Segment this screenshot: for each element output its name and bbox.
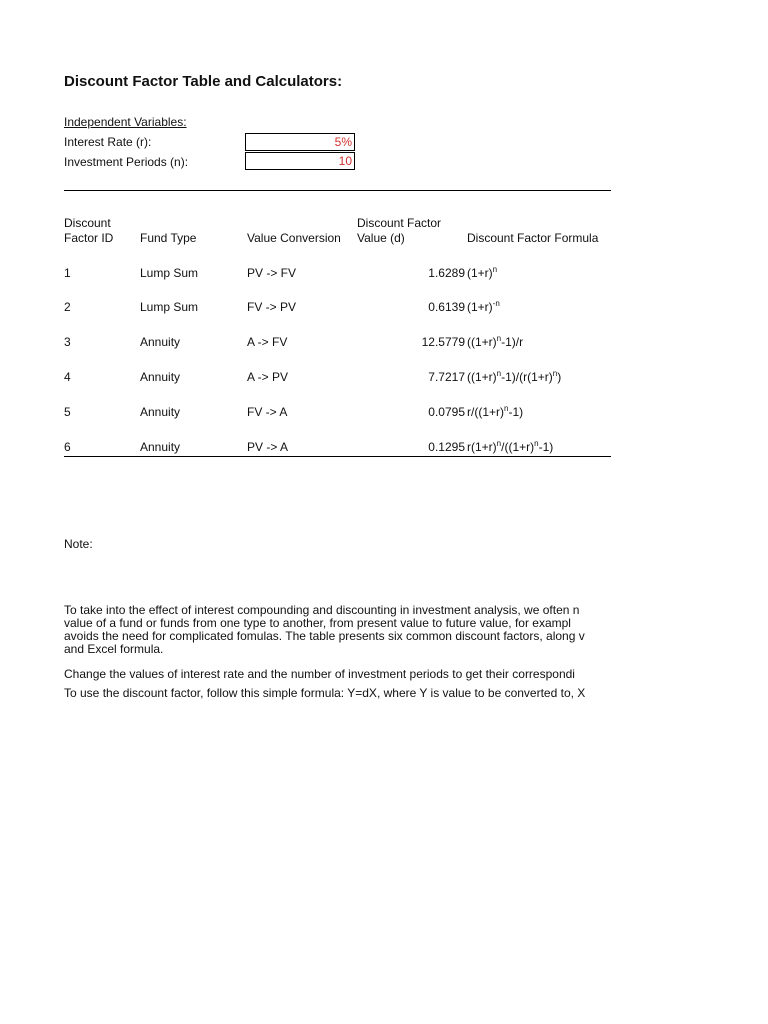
row-value: 0.1295 <box>428 440 465 454</box>
row-formula: $(1+r)^n$ <box>467 265 498 280</box>
divider-bottom <box>64 456 611 457</box>
note-instruction: Change the values of interest rate and the number of investment periods to get their correspondi <box>64 667 575 681</box>
header-formula: Discount Factor Formula <box>467 231 599 245</box>
row-id: 6 <box>64 440 71 454</box>
note-paragraph <box>64 604 611 656</box>
note-line: avoids the need for complicated fomulas. The table presents six common discount factors, along v <box>64 630 585 643</box>
row-conversion: A -> FV <box>247 335 288 349</box>
row-fund-type: Lump Sum <box>140 300 199 314</box>
header-value-line1: Discount Factor <box>357 216 442 230</box>
row-value: 0.0795 <box>428 405 465 419</box>
row-conversion: PV -> FV <box>247 266 297 280</box>
note-formula-instruction: To use the discount factor, follow this simple formula: Y=dX, where Y is value to be converted to, X <box>64 686 586 700</box>
row-formula: $(1+r)^{-n}$ <box>467 299 500 314</box>
investment-periods-input[interactable]: 10 <box>245 152 355 170</box>
header-id-line1: Discount <box>64 216 111 230</box>
row-id: 4 <box>64 370 71 384</box>
header-fund-type: Fund Type <box>140 231 197 245</box>
note-line: To take into the effect of interest compounding and discounting in investment analysis, we often n <box>64 604 580 617</box>
row-conversion: PV -> A <box>247 440 289 454</box>
header-value-line2: Value (d) <box>357 231 405 245</box>
header-value-conversion: Value Conversion <box>247 231 341 245</box>
row-formula: $r/((1+r)^n-1)$ <box>467 404 524 419</box>
page-title: Discount Factor Table and Calculators: <box>64 73 343 90</box>
independent-variables-label: Independent Variables: <box>64 115 187 129</box>
row-conversion: A -> PV <box>247 370 289 384</box>
row-value: 7.7217 <box>428 370 465 384</box>
row-fund-type: Annuity <box>140 405 181 419</box>
row-formula: $((1+r)^n-1)/r$ <box>467 334 524 349</box>
row-formula: $r(1+r)^n/((1+r)^n-1)$ <box>467 439 554 454</box>
row-value: 1.6289 <box>428 266 465 280</box>
row-fund-type: Annuity <box>140 440 181 454</box>
note-label: Note: <box>64 537 93 551</box>
investment-periods-label: Investment Periods (n): <box>64 155 189 169</box>
note-line: and Excel formula. <box>64 643 164 656</box>
row-id: 2 <box>64 300 71 314</box>
row-id: 1 <box>64 266 71 280</box>
row-conversion: FV -> PV <box>247 300 297 314</box>
row-fund-type: Annuity <box>140 335 181 349</box>
row-formula: $((1+r)^n-1)/(r(1+r)^n)$ <box>467 369 562 384</box>
row-value: 12.5779 <box>421 335 465 349</box>
row-fund-type: Lump Sum <box>140 266 199 280</box>
row-id: 5 <box>64 405 71 419</box>
header-id-line2: Factor ID <box>64 231 114 245</box>
interest-rate-label: Interest Rate (r): <box>64 135 152 149</box>
row-conversion: FV -> A <box>247 405 288 419</box>
note-line: value of a fund or funds from one type to another, from present value to future value, for exampl <box>64 617 571 630</box>
row-id: 3 <box>64 335 71 349</box>
divider-top <box>64 190 611 191</box>
row-fund-type: Annuity <box>140 370 181 384</box>
interest-rate-input[interactable]: 5% <box>245 133 355 151</box>
row-value: 0.6139 <box>428 300 465 314</box>
